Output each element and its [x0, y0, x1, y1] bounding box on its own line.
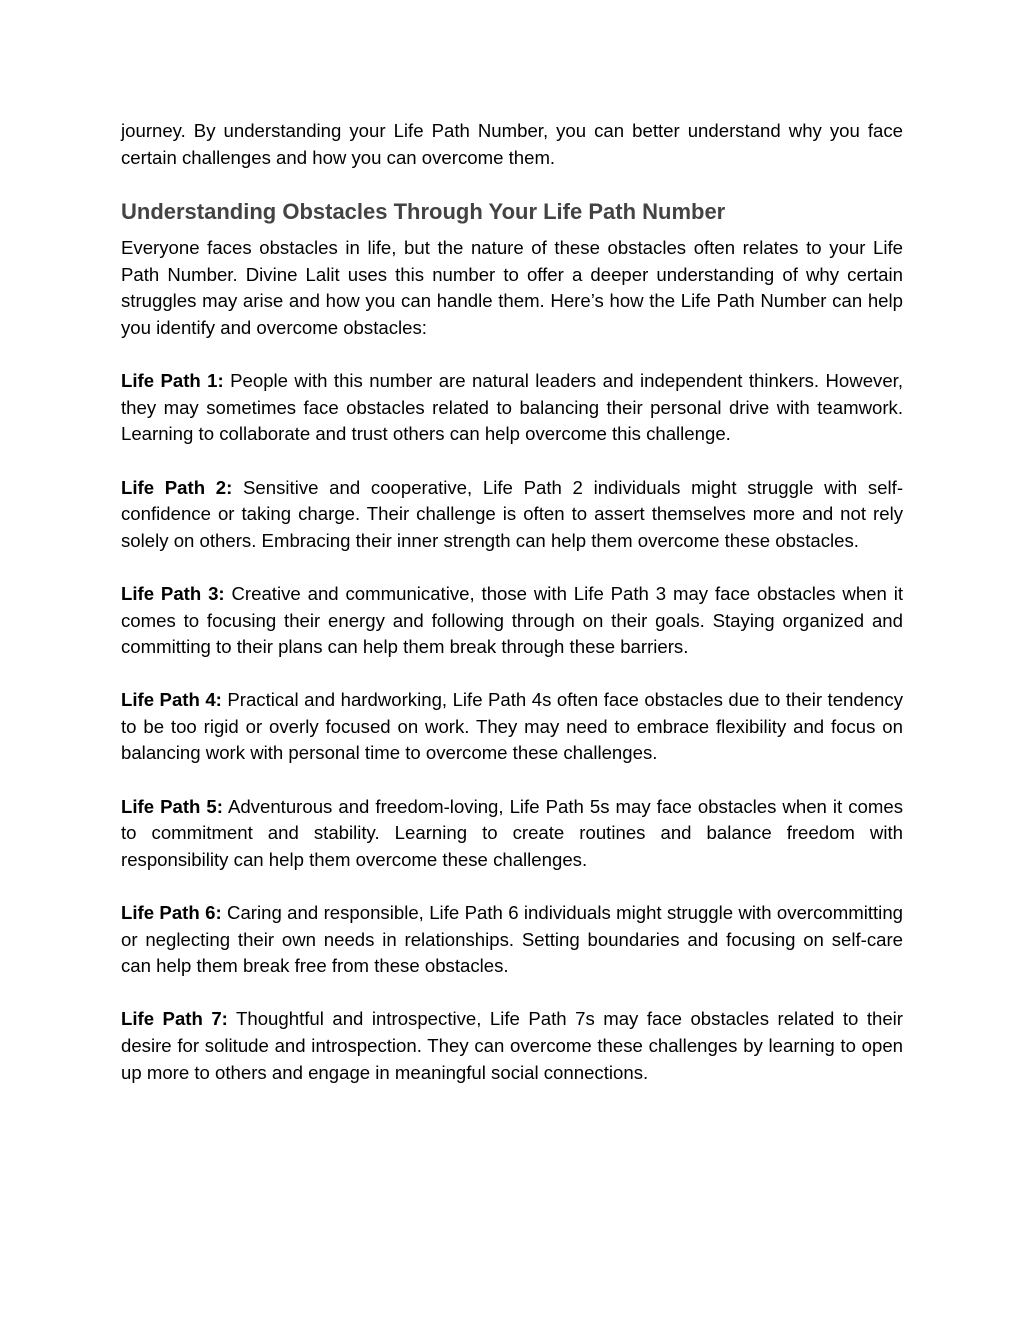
life-path-5-text: Adventurous and freedom-loving, Life Path 5s may face obstacles when it comes to commitment and stability. Learning to create routines and balance freedom with responsibility can help them overcome these challenges.: [121, 795, 903, 870]
life-path-3-text: Creative and communicative, those with Life Path 3 may face obstacles when it comes to focusing their energy and following through on their goals. Staying organized and committing to their plans can help them break through these barriers.: [121, 582, 904, 658]
life-path-1-label: Life Path 1:: [121, 370, 224, 392]
section-heading: Understanding Obstacles Through Your Life Path Number: [121, 199, 726, 225]
life-path-2-paragraph: [121, 475, 903, 555]
life-path-3-label: Life Path 3:: [121, 582, 225, 604]
life-path-5-paragraph: [121, 794, 903, 874]
life-path-2-text: Sensitive and cooperative, Life Path 2 individuals might struggle with self-confidence or taking charge. Their challenge is often to assert themselves more and not rely solely on others. Embracing their inner strength can help them overcome these obstacles.: [121, 476, 904, 551]
life-path-4-text: Practical and hardworking, Life Path 4s often face obstacles due to their tendency to be too rigid or overly focused on work. They may need to embrace flexibility and focus on balancing work with personal time to overcome these challenges.: [121, 689, 903, 764]
life-path-3-paragraph: [121, 581, 903, 661]
document-page: [121, 118, 903, 1113]
life-path-7-text: Thoughtful and introspective, Life Path 7s may face obstacles related to their desire for solitude and introspection. They can overcome these challenges by learning to open up more to others and engage in meaningful social connections.: [121, 1008, 903, 1083]
life-path-1-paragraph: [121, 368, 903, 448]
life-path-1-text: People with this number are natural leaders and independent thinkers. However, they may sometimes face obstacles related to balancing their personal drive with teamwork. Learning to collaborate and trust others can help overcome this challenge.: [121, 370, 904, 445]
life-path-6-paragraph: [121, 900, 903, 980]
life-path-7-paragraph: [121, 1006, 903, 1086]
life-path-7-label: Life Path 7:: [121, 1008, 228, 1030]
life-path-4-paragraph: [121, 687, 903, 767]
life-path-2-label: Life Path 2:: [121, 476, 233, 498]
lead-paragraph: Everyone faces obstacles in life, but the nature of these obstacles often relates to your Life Path Number. Divine Lalit uses this number to offer a deeper understanding of why certain struggles may arise and how you can handle them. Here’s how the Life Path Number can help you identify and overcome obstacles:: [121, 237, 903, 338]
life-path-6-label: Life Path 6:: [121, 902, 222, 924]
life-path-4-label: Life Path 4:: [121, 689, 222, 711]
life-path-6-text: Caring and responsible, Life Path 6 individuals might struggle with overcommitting or neglecting their own needs in relationships. Setting boundaries and focusing on self-care can help them break free from these obstacles.: [121, 902, 903, 977]
intro-paragraph: journey. By understanding your Life Path Number, you can better understand why you face certain challenges and how you can overcome them.: [121, 120, 903, 168]
life-path-5-label: Life Path 5:: [121, 795, 223, 817]
